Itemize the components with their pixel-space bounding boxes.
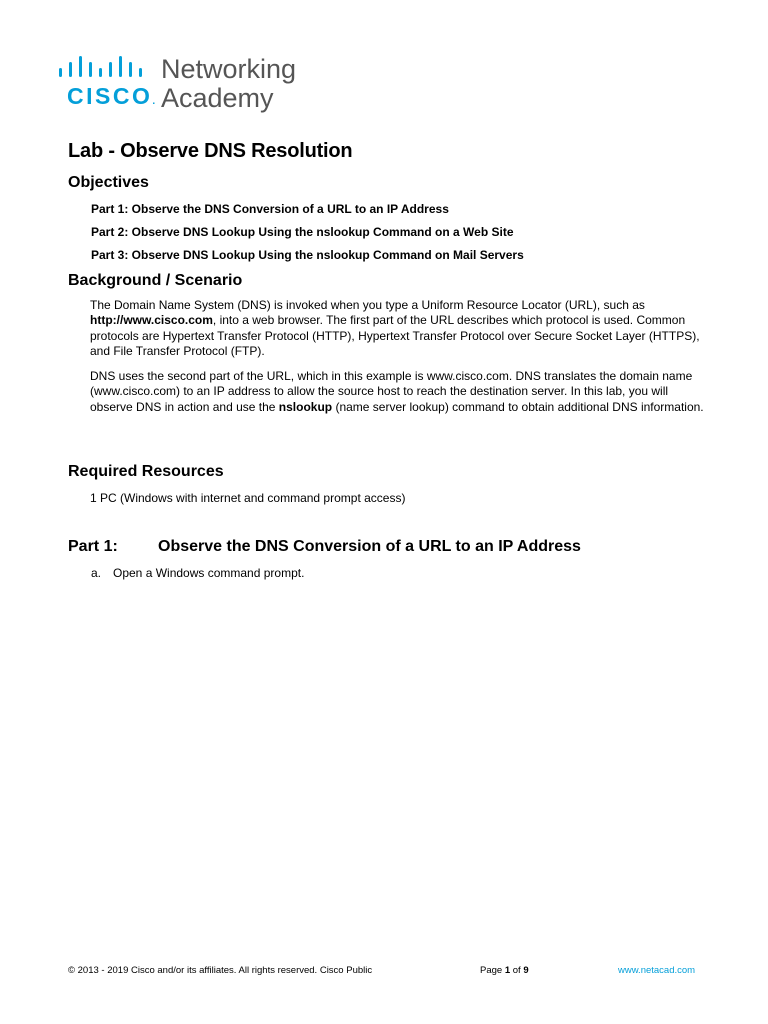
required-resources-heading: Required Resources [68,463,224,480]
objective-item-part-1: Part 1: Observe the DNS Conversion of a URL to an IP Address [91,202,449,216]
cisco-networking-academy-logo [57,56,317,116]
background-paragraph-1: The Domain Name System (DNS) is invoked when you type a Uniform Resource Locator (URL), such as http://www.cisco.com, into a web browser. The first part of the URL describes which protocol is used. Common protocols are Hypertext Transfer Protocol (HTTP), Hypertext Transfer Protocol over Secure Socket Layer (HTTPS), and File Transfer Protocol (FTP). [90,298,700,358]
footer-website-link[interactable]: www.netacad.com [618,965,696,976]
page-title: Lab - Observe DNS Resolution [68,140,353,162]
part-1-title: Observe the DNS Conversion of a URL to an IP Address [158,538,581,555]
cisco-bridge-bars-icon [57,56,153,84]
step-text: Open a Windows command prompt. [113,566,305,580]
background-heading: Background / Scenario [68,272,243,289]
objective-item-part-3: Part 3: Observe DNS Lookup Using the nslookup Command on Mail Servers [91,248,524,262]
logo-line-networking: Networking [161,54,297,84]
step-letter: a. [91,566,102,580]
part-1-label: Part 1: [68,538,118,555]
footer-copyright: © 2013 - 2019 Cisco and/or its affiliates. All rights reserved. Cisco Public [68,965,373,976]
objective-item-part-2: Part 2: Observe DNS Lookup Using the nslookup Command on a Web Site [91,225,514,239]
cisco-wordmark: CISCO. [67,83,156,109]
logo-line-academy: Academy [161,83,274,113]
networking-academy-text [161,55,296,113]
objectives-heading: Objectives [68,174,149,191]
background-paragraph-2: DNS uses the second part of the URL, which in this example is www.cisco.com. DNS translates the domain name (www.cisco.com) to an IP address to allow the source host to reach the destination server. In this lab, you will observe DNS in action and use the nslookup (name server lookup) command to obtain additional DNS information. [90,369,704,414]
footer-page-number: Page 1 of 9 [480,965,529,976]
required-resources-text: 1 PC (Windows with internet and command prompt access) [90,491,406,505]
